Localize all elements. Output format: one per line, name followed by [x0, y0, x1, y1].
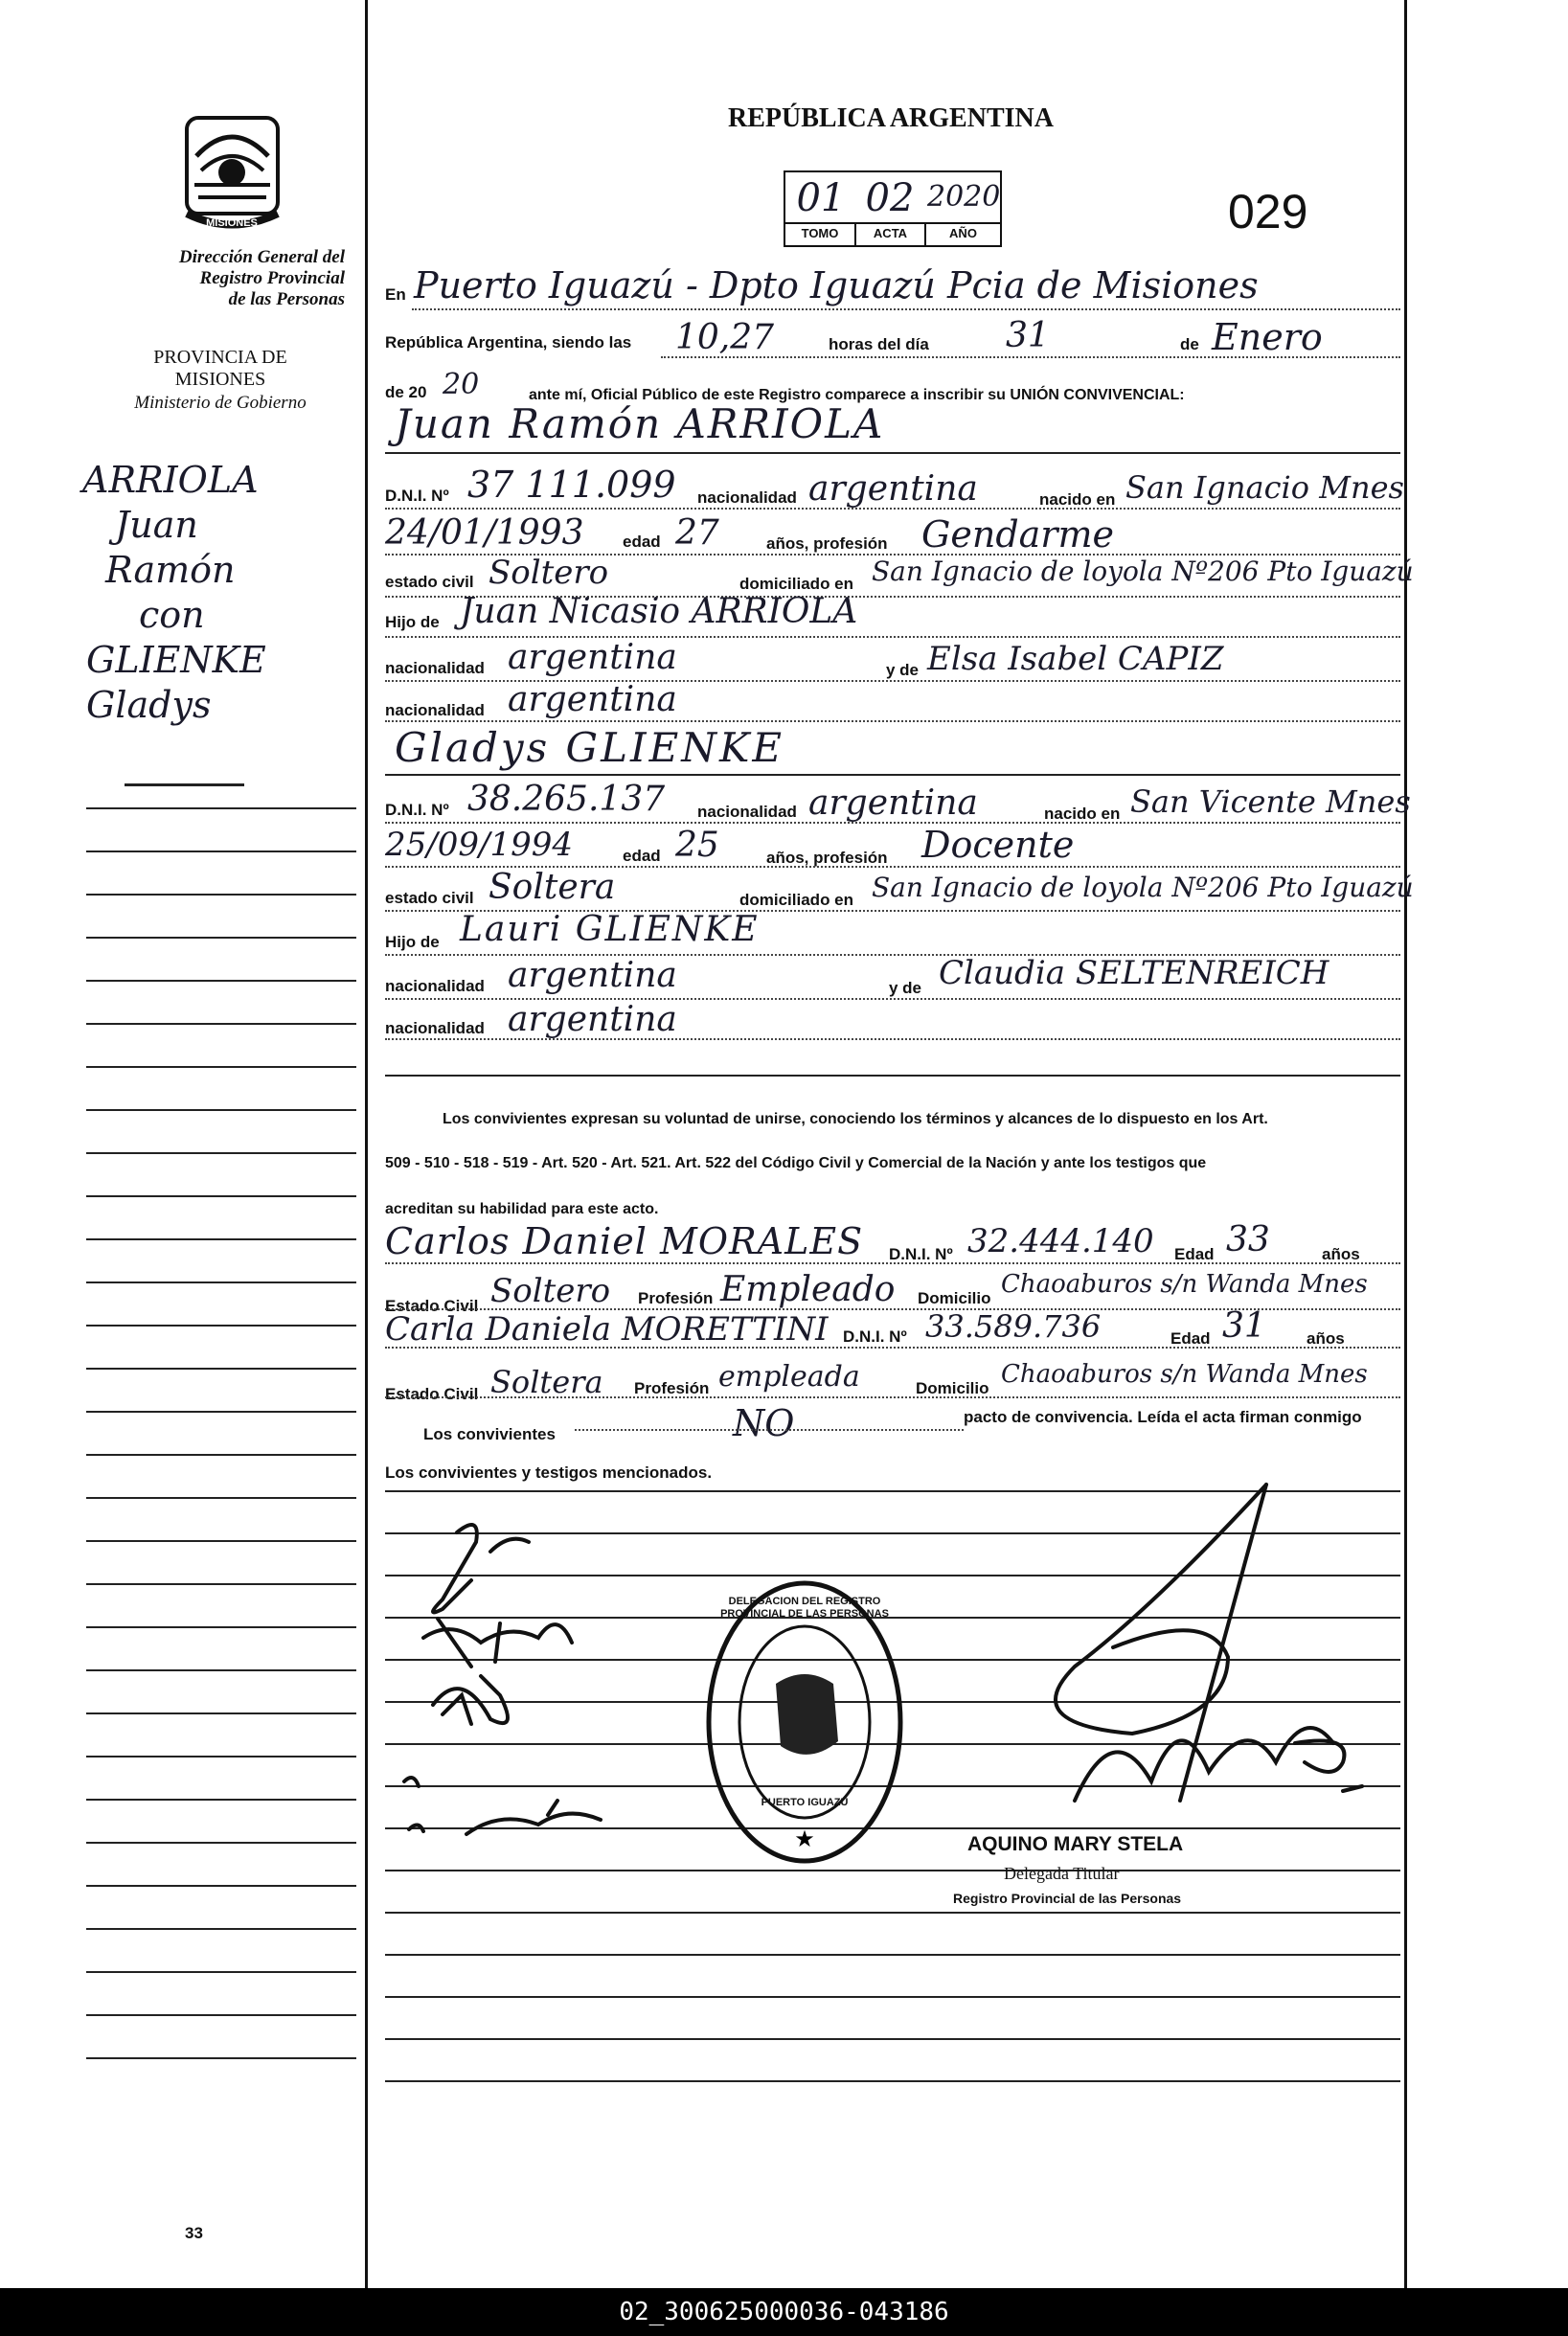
form-line — [385, 1038, 1400, 1040]
margin-rule-line — [86, 1971, 356, 1973]
margin-rule-line — [86, 1411, 356, 1413]
partner2-nationality: argentina — [808, 783, 978, 823]
time-value: 10,27 — [675, 318, 775, 357]
form-line — [412, 308, 1400, 310]
form-line — [661, 356, 1400, 358]
year-value: 20 — [443, 368, 480, 401]
partner1-civil-status: Soltero — [489, 554, 609, 592]
form-line — [385, 508, 1400, 510]
seal-city: PUERTO IGUAZU — [761, 1797, 849, 1808]
margin-rule-line — [86, 1799, 356, 1801]
document-footer-code: 02_300625000036-043186 — [0, 2288, 1568, 2336]
partner1-birthplace: San Ignacio Mnes — [1125, 469, 1404, 506]
margin-rule-line — [86, 1325, 356, 1327]
page-number: 33 — [185, 2224, 203, 2242]
partner1-name: Juan Ramón ARRIOLA — [395, 400, 885, 447]
legal-text-3: acreditan su habilidad para este acto. — [385, 1201, 659, 1217]
ministry-name: Ministerio de Gobierno — [134, 393, 307, 413]
partner2-mother-nationality: argentina — [508, 1000, 677, 1039]
form-line — [385, 2038, 1400, 2040]
witness1-profession: Empleado — [720, 1270, 896, 1309]
form-line — [385, 720, 1400, 722]
svg-text:★: ★ — [794, 1826, 815, 1852]
seal-text: DELEGACION DEL REGISTRO PROVINCIAL DE LAS PERSONAS — [720, 1596, 889, 1620]
partner1-nationality: argentina — [808, 469, 978, 509]
month-value: Enero — [1212, 316, 1323, 358]
margin-rule-line — [86, 1368, 356, 1370]
form-line — [385, 1954, 1400, 1956]
margin-rule-line — [86, 1454, 356, 1456]
form-line — [385, 2080, 1400, 2082]
pact-value: NO — [733, 1402, 795, 1444]
official-office: Registro Provincial de las Personas — [953, 1891, 1182, 1906]
margin-rule-line — [86, 2014, 356, 2016]
closing-text: Los convivientes y testigos mencionados. — [385, 1463, 713, 1482]
margin-rule-line — [86, 1281, 356, 1283]
margin-rule-line — [86, 1497, 356, 1499]
form-line — [385, 1396, 1400, 1398]
official-seal — [704, 1578, 905, 1866]
witness1-dni: 32.444.140 — [967, 1222, 1154, 1260]
witness1-name: Carlos Daniel MORALES — [385, 1220, 864, 1262]
partner2-address: San Ignacio de loyola Nº206 Pto Iguazú — [872, 872, 1414, 903]
registry-office-name: Dirección General del Registro Provincial de las Personas — [178, 247, 345, 309]
place-value: Puerto Iguazú - Dpto Iguazú Pcia de Misiones — [414, 264, 1259, 306]
partner2-age: 25 — [675, 826, 719, 865]
margin-rule-line — [86, 1238, 356, 1240]
form-line — [385, 774, 1400, 776]
margin-rule-line — [86, 1626, 356, 1628]
right-margin-rule — [1404, 0, 1407, 2288]
partner2-profession: Docente — [921, 824, 1075, 866]
form-line — [385, 1262, 1400, 1264]
left-margin-rule — [365, 0, 368, 2288]
partner1-age: 27 — [675, 513, 719, 553]
witness2-dni: 33.589.736 — [925, 1308, 1102, 1345]
form-line — [385, 822, 1400, 824]
margin-annotation: ARRIOLA Juan Ramón con GLIENKE Gladys — [82, 459, 266, 726]
margin-rule-line — [86, 1928, 356, 1930]
partner1-father: Juan Nicasio ARRIOLA — [460, 592, 858, 631]
partner1-profession: Gendarme — [921, 513, 1114, 556]
country-header: REPÚBLICA ARGENTINA — [728, 103, 1054, 133]
partner2-mother: Claudia SELTENREICH — [939, 954, 1329, 992]
partner1-father-nationality: argentina — [508, 638, 677, 677]
partner1-mother: Elsa Isabel CAPIZ — [927, 640, 1224, 678]
margin-rule-line — [86, 937, 356, 939]
witness2-profession: empleada — [718, 1360, 860, 1394]
witness2-age: 31 — [1222, 1306, 1266, 1346]
partner2-birthplace: San Vicente Mnes — [1130, 783, 1411, 820]
margin-annotation-underline — [125, 783, 244, 786]
margin-rule-line — [86, 980, 356, 982]
form-line — [385, 452, 1400, 454]
day-value: 31 — [1006, 316, 1050, 355]
partner2-civil-status: Soltera — [489, 868, 616, 907]
form-line — [385, 1870, 1400, 1871]
margin-rule-line — [86, 850, 356, 852]
margin-rule-line — [86, 1152, 356, 1154]
margin-rule-line — [86, 1712, 356, 1714]
form-line — [385, 1347, 1400, 1349]
partner2-name: Gladys GLIENKE — [395, 724, 785, 771]
form-line — [385, 1996, 1400, 1998]
witness1-age: 33 — [1226, 1220, 1270, 1259]
partner2-dni: 38.265.137 — [467, 780, 666, 819]
margin-rule-line — [86, 1540, 356, 1542]
partner2-birthdate: 25/09/1994 — [385, 826, 573, 864]
official-role: Delegada Titular — [1004, 1864, 1120, 1883]
legal-text-2: 509 - 510 - 518 - 519 - Art. 520 - Art. 521. Art. 522 del Código Civil y Comercial de la Nación y ante los testigos que — [385, 1155, 1207, 1171]
partner1-dni: 37 111.099 — [467, 464, 676, 506]
margin-rule-line — [86, 1066, 356, 1068]
margin-rule-line — [86, 1583, 356, 1585]
margin-rule-line — [86, 894, 356, 896]
official-name: AQUINO MARY STELA — [967, 1833, 1184, 1855]
province-name: PROVINCIA DE MISIONES — [153, 347, 287, 390]
act-number: 029 — [1228, 185, 1308, 238]
margin-rule-line — [86, 1109, 356, 1111]
partner1-mother-nationality: argentina — [508, 680, 677, 719]
svg-text:MISIONES: MISIONES — [206, 217, 258, 229]
partner2-father-nationality: argentina — [508, 956, 677, 995]
witness2-name: Carla Daniela MORETTINI — [385, 1310, 829, 1349]
margin-rule-line — [86, 1023, 356, 1025]
margin-rule-line — [86, 1756, 356, 1758]
form-line — [385, 1075, 1400, 1077]
legal-text-1: Los convivientes expresan su voluntad de unirse, conociendo los términos y alcances de lo dispuesto en los Art. — [443, 1111, 1268, 1127]
form-line — [575, 1429, 964, 1431]
margin-rule-line — [86, 1669, 356, 1671]
partner1-address: San Ignacio de loyola Nº206 Pto Iguazú — [872, 556, 1414, 587]
form-line — [385, 1912, 1400, 1914]
witness2-civil-status: Soltera — [490, 1364, 603, 1400]
margin-rule-line — [86, 807, 356, 809]
partner2-father: Lauri GLIENKE — [460, 910, 760, 949]
misiones-coat-of-arms-icon — [177, 113, 287, 238]
margin-rule-line — [86, 1885, 356, 1887]
tomo-acta-anio-box: 01 02 2020 TOMO ACTA AÑO — [784, 170, 1002, 247]
witness1-civil-status: Soltero — [490, 1272, 611, 1310]
margin-rule-line — [86, 2057, 356, 2059]
witness1-address: Chaoaburos s/n Wanda Mnes — [1001, 1270, 1368, 1299]
margin-rule-line — [86, 1842, 356, 1844]
partner1-birthdate: 24/01/1993 — [385, 513, 584, 553]
witness2-address: Chaoaburos s/n Wanda Mnes — [1001, 1360, 1368, 1389]
margin-rule-line — [86, 1195, 356, 1197]
